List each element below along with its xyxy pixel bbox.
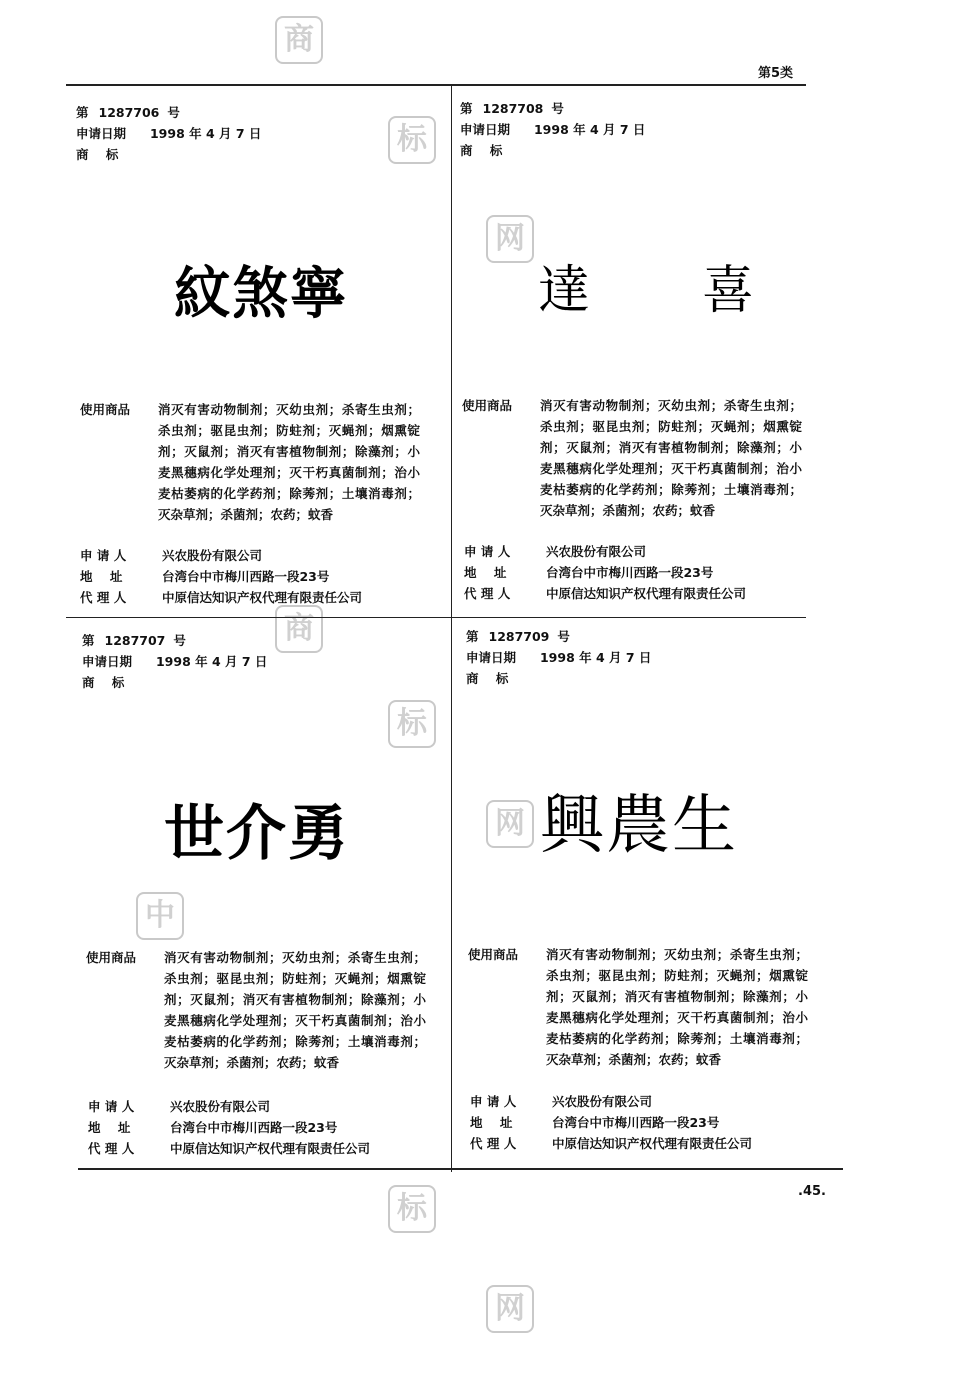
column-divider <box>451 86 452 1172</box>
number-value: 1287708 <box>482 101 544 116</box>
goods-label: 使用商品 <box>80 402 131 417</box>
goods-list: 消灭有害动物制剂；灭幼虫剂；杀寄生虫剂；杀虫剂；驱昆虫剂；防蛀剂；灭蝇剂；烟熏锭剂；灭鼠剂；消灭有害植物制剂；除藻剂；小麦黑穗病化学处理剂；灭干朽真菌制剂；治小麦枯萎病的化学药剂；除莠剂；土壤消毒剂；灭杂草剂；杀菌剂；农药；蚊香 <box>158 402 420 522</box>
goods-label: 使用商品 <box>462 398 513 413</box>
address-label: 地 址 <box>80 569 123 584</box>
trademark-image: 興農生 <box>540 789 738 863</box>
number-suffix: 号 <box>167 105 180 120</box>
applicant-label: 申 请 人 <box>464 544 511 559</box>
date-label: 申请日期 <box>460 122 511 137</box>
application-date <box>76 123 261 144</box>
number-label: 第 <box>76 105 89 120</box>
goods-list: 消灭有害动物制剂；灭幼虫剂；杀寄生虫剂；杀虫剂；驱昆虫剂；防蛀剂；灭蝇剂；烟熏锭剂；灭鼠剂；消灭有害植物制剂；除藻剂；小麦黑穗病化学处理剂；灭干朽真菌制剂；治小麦枯萎病的化学药剂；除莠剂；土壤消毒剂；灭杂草剂；杀菌剂；农药；蚊香 <box>164 950 426 1070</box>
agent-row <box>88 1138 370 1159</box>
applicant-row <box>464 541 646 562</box>
bottom-rule <box>78 1168 843 1170</box>
trademark-image: 世介勇 <box>164 799 350 869</box>
goods-section <box>80 399 420 529</box>
top-rule <box>66 84 806 86</box>
page-number: .45. <box>798 1184 826 1199</box>
address-label: 地 址 <box>470 1115 513 1130</box>
agent-label: 代 理 人 <box>470 1136 517 1151</box>
watermark-biao: 标 <box>388 1185 436 1233</box>
trademark-label: 商 标 <box>82 675 125 690</box>
applicant-value: 兴农股份有限公司 <box>545 544 646 559</box>
trademark-label: 商 标 <box>76 147 119 162</box>
number-suffix: 号 <box>557 629 570 644</box>
number-value: 1287709 <box>488 629 550 644</box>
applicant-row <box>88 1096 270 1117</box>
trademark-label: 商 标 <box>466 671 509 686</box>
trademark-entry <box>82 630 267 693</box>
applicant-label: 申 请 人 <box>80 548 127 563</box>
applicant-row <box>470 1091 652 1112</box>
address-row <box>88 1117 337 1138</box>
goods-label: 使用商品 <box>86 950 137 965</box>
date-label: 申请日期 <box>76 126 127 141</box>
watermark-wang: 网 <box>486 1285 534 1333</box>
agent-label: 代 理 人 <box>80 590 127 605</box>
date-value: 1998 年 4 月 7 日 <box>539 650 652 665</box>
address-label: 地 址 <box>88 1120 131 1135</box>
application-date <box>460 119 645 140</box>
applicant-label: 申 请 人 <box>88 1099 135 1114</box>
watermark-biao: 标 <box>388 700 436 748</box>
agent-row <box>470 1133 752 1154</box>
date-label: 申请日期 <box>82 654 133 669</box>
goods-section <box>462 395 807 525</box>
watermark-shang: 商 <box>275 605 323 653</box>
class-label: 第5类 <box>758 66 794 81</box>
trademark-row <box>460 140 645 161</box>
address-value: 台湾台中市梅川西路一段23号 <box>169 1120 338 1135</box>
agent-value: 中原信达知识产权代理有限责任公司 <box>551 1136 752 1151</box>
watermark-shang: 商 <box>275 16 323 64</box>
goods-list: 消灭有害动物制剂；灭幼虫剂；杀寄生虫剂；杀虫剂；驱昆虫剂；防蛀剂；灭蝇剂；烟熏锭剂；灭鼠剂；消灭有害植物制剂；除藻剂；小麦黑穗病化学处理剂；灭干朽真菌制剂；治小麦枯萎病的化学药剂；除莠剂；土壤消毒剂；灭杂草剂；杀菌剂；农药；蚊香 <box>540 398 802 518</box>
trademark-image: 紋煞寧 <box>174 262 348 327</box>
goods-list: 消灭有害动物制剂；灭幼虫剂；杀寄生虫剂；杀虫剂；驱昆虫剂；防蛀剂；灭蝇剂；烟熏锭剂；灭鼠剂；消灭有害植物制剂；除藻剂；小麦黑穗病化学处理剂；灭干朽真菌制剂；治小麦枯萎病的化学药剂；除莠剂；土壤消毒剂；灭杂草剂；杀菌剂；农药；蚊香 <box>546 947 808 1067</box>
agent-row <box>464 583 746 604</box>
number-value: 1287707 <box>104 633 166 648</box>
address-value: 台湾台中市梅川西路一段23号 <box>551 1115 720 1130</box>
goods-section <box>86 947 426 1077</box>
number-suffix: 号 <box>551 101 564 116</box>
agent-label: 代 理 人 <box>88 1141 135 1156</box>
trademark-image: 達 喜 <box>538 261 785 321</box>
application-date <box>82 651 267 672</box>
date-value: 1998 年 4 月 7 日 <box>155 654 268 669</box>
address-label: 地 址 <box>464 565 507 580</box>
applicant-row <box>80 545 262 566</box>
goods-section <box>468 944 813 1074</box>
applicant-label: 申 请 人 <box>470 1094 517 1109</box>
agent-row <box>80 587 362 608</box>
registration-number <box>76 102 261 123</box>
watermark-wang: 网 <box>486 215 534 263</box>
trademark-entry <box>76 102 261 165</box>
number-suffix: 号 <box>173 633 186 648</box>
number-label: 第 <box>466 629 479 644</box>
trademark-label: 商 标 <box>460 143 503 158</box>
applicant-value: 兴农股份有限公司 <box>169 1099 270 1114</box>
goods-label: 使用商品 <box>468 947 519 962</box>
number-label: 第 <box>82 633 95 648</box>
agent-value: 中原信达知识产权代理有限责任公司 <box>545 586 746 601</box>
trademark-row <box>466 668 651 689</box>
registration-number <box>460 98 645 119</box>
watermark-biao: 标 <box>388 116 436 164</box>
application-date <box>466 647 651 668</box>
address-row <box>464 562 713 583</box>
date-value: 1998 年 4 月 7 日 <box>533 122 646 137</box>
registration-number <box>466 626 651 647</box>
middle-rule <box>66 617 806 618</box>
date-label: 申请日期 <box>466 650 517 665</box>
number-value: 1287706 <box>98 105 160 120</box>
date-value: 1998 年 4 月 7 日 <box>149 126 262 141</box>
number-label: 第 <box>460 101 473 116</box>
address-row <box>80 566 329 587</box>
watermark-zhong: 中 <box>136 892 184 940</box>
agent-value: 中原信达知识产权代理有限责任公司 <box>169 1141 370 1156</box>
address-value: 台湾台中市梅川西路一段23号 <box>545 565 714 580</box>
agent-label: 代 理 人 <box>464 586 511 601</box>
applicant-value: 兴农股份有限公司 <box>551 1094 652 1109</box>
trademark-entry <box>460 98 645 161</box>
applicant-value: 兴农股份有限公司 <box>161 548 262 563</box>
agent-value: 中原信达知识产权代理有限责任公司 <box>161 590 362 605</box>
address-value: 台湾台中市梅川西路一段23号 <box>161 569 330 584</box>
address-row <box>470 1112 719 1133</box>
watermark-wang: 网 <box>486 800 534 848</box>
trademark-entry <box>466 626 651 689</box>
trademark-row <box>82 672 267 693</box>
trademark-row <box>76 144 261 165</box>
registration-number <box>82 630 267 651</box>
